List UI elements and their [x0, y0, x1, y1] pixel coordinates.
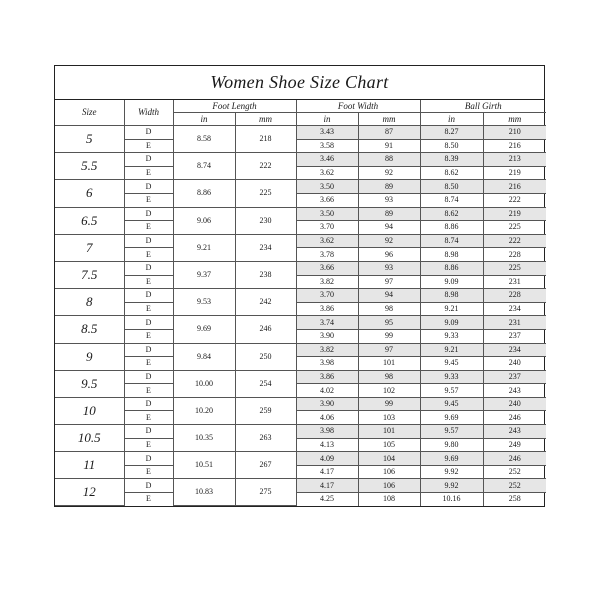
size-table	[55, 100, 546, 506]
foot-width-in-cell: 4.02	[296, 384, 358, 398]
foot-width-mm-cell: 88	[358, 153, 420, 167]
foot-width-in-cell: 3.43	[296, 126, 358, 140]
ball-girth-mm-cell: 252	[483, 465, 546, 479]
foot-width-mm-cell: 87	[358, 126, 420, 140]
header-fw-in: in	[296, 113, 358, 126]
foot-width-in-cell: 3.90	[296, 329, 358, 343]
foot-width-mm-cell: 106	[358, 465, 420, 479]
ball-girth-mm-cell: 231	[483, 316, 546, 330]
width-cell: D	[124, 207, 173, 221]
foot-length-mm-cell: 234	[235, 234, 296, 261]
foot-width-mm-cell: 108	[358, 493, 420, 506]
foot-length-in-cell: 8.58	[173, 126, 235, 153]
ball-girth-mm-cell: 219	[483, 207, 546, 221]
size-cell: 6.5	[55, 207, 124, 234]
foot-width-in-cell: 4.09	[296, 452, 358, 466]
width-cell: E	[124, 221, 173, 235]
ball-girth-in-cell: 8.50	[420, 180, 483, 194]
ball-girth-in-cell: 8.62	[420, 207, 483, 221]
header-size: Size	[55, 100, 124, 126]
header-foot-length: Foot Length	[173, 100, 296, 113]
foot-width-in-cell: 3.66	[296, 193, 358, 207]
foot-length-mm-cell: 259	[235, 397, 296, 424]
ball-girth-mm-cell: 243	[483, 384, 546, 398]
foot-length-in-cell: 10.35	[173, 425, 235, 452]
foot-width-mm-cell: 101	[358, 425, 420, 439]
table-row	[55, 126, 546, 140]
ball-girth-mm-cell: 222	[483, 193, 546, 207]
ball-girth-in-cell: 8.50	[420, 139, 483, 153]
ball-girth-in-cell: 8.62	[420, 166, 483, 180]
ball-girth-mm-cell: 243	[483, 425, 546, 439]
ball-girth-mm-cell: 249	[483, 438, 546, 452]
foot-width-in-cell: 3.82	[296, 275, 358, 289]
foot-width-in-cell: 4.13	[296, 438, 358, 452]
foot-width-mm-cell: 97	[358, 343, 420, 357]
table-row	[55, 384, 546, 398]
foot-width-in-cell: 3.74	[296, 316, 358, 330]
ball-girth-mm-cell: 240	[483, 397, 546, 411]
ball-girth-in-cell: 9.92	[420, 465, 483, 479]
size-cell: 7	[55, 234, 124, 261]
width-cell: D	[124, 452, 173, 466]
foot-width-mm-cell: 93	[358, 193, 420, 207]
width-cell: D	[124, 397, 173, 411]
size-cell: 11	[55, 452, 124, 479]
table-row	[55, 289, 546, 303]
foot-width-mm-cell: 89	[358, 180, 420, 194]
size-cell: 10.5	[55, 425, 124, 452]
header-length-mm: mm	[235, 113, 296, 126]
size-cell: 6	[55, 180, 124, 207]
foot-width-mm-cell: 98	[358, 370, 420, 384]
ball-girth-mm-cell: 216	[483, 139, 546, 153]
foot-width-mm-cell: 104	[358, 452, 420, 466]
table-row	[55, 275, 546, 289]
width-cell: D	[124, 126, 173, 140]
foot-width-mm-cell: 89	[358, 207, 420, 221]
width-cell: D	[124, 261, 173, 275]
width-cell: E	[124, 438, 173, 452]
header-length-in: in	[173, 113, 235, 126]
ball-girth-mm-cell: 231	[483, 275, 546, 289]
ball-girth-in-cell: 8.27	[420, 126, 483, 140]
ball-girth-in-cell: 9.57	[420, 425, 483, 439]
ball-girth-in-cell: 9.33	[420, 329, 483, 343]
foot-length-mm-cell: 242	[235, 289, 296, 316]
ball-girth-in-cell: 9.80	[420, 438, 483, 452]
width-cell: E	[124, 411, 173, 425]
width-cell: E	[124, 193, 173, 207]
ball-girth-in-cell: 9.09	[420, 275, 483, 289]
foot-length-in-cell: 8.74	[173, 153, 235, 180]
ball-girth-mm-cell: 258	[483, 493, 546, 506]
foot-width-in-cell: 3.98	[296, 425, 358, 439]
table-row	[55, 139, 546, 153]
width-cell: E	[124, 357, 173, 371]
foot-width-in-cell: 3.50	[296, 207, 358, 221]
ball-girth-mm-cell: 219	[483, 166, 546, 180]
foot-width-mm-cell: 94	[358, 221, 420, 235]
foot-length-mm-cell: 275	[235, 479, 296, 506]
ball-girth-mm-cell: 225	[483, 261, 546, 275]
ball-girth-in-cell: 9.21	[420, 302, 483, 316]
table-row	[55, 234, 546, 248]
size-cell: 10	[55, 397, 124, 424]
table-row	[55, 425, 546, 439]
table-row	[55, 248, 546, 262]
width-cell: E	[124, 166, 173, 180]
chart-title: Women Shoe Size Chart	[55, 66, 544, 100]
ball-girth-in-cell: 8.74	[420, 193, 483, 207]
ball-girth-in-cell: 8.86	[420, 221, 483, 235]
foot-length-mm-cell: 246	[235, 316, 296, 343]
table-row	[55, 493, 546, 506]
table-row	[55, 343, 546, 357]
ball-girth-in-cell: 9.92	[420, 479, 483, 493]
table-row	[55, 302, 546, 316]
table-row	[55, 153, 546, 167]
ball-girth-mm-cell: 237	[483, 329, 546, 343]
table-row	[55, 316, 546, 330]
ball-girth-mm-cell: 240	[483, 357, 546, 371]
width-cell: E	[124, 465, 173, 479]
foot-length-mm-cell: 267	[235, 452, 296, 479]
ball-girth-mm-cell: 228	[483, 248, 546, 262]
foot-width-mm-cell: 99	[358, 397, 420, 411]
width-cell: D	[124, 180, 173, 194]
header-foot-width: Foot Width	[296, 100, 420, 113]
foot-length-mm-cell: 263	[235, 425, 296, 452]
foot-width-mm-cell: 92	[358, 166, 420, 180]
width-cell: E	[124, 275, 173, 289]
width-cell: E	[124, 139, 173, 153]
foot-length-mm-cell: 230	[235, 207, 296, 234]
width-cell: D	[124, 479, 173, 493]
foot-width-in-cell: 3.62	[296, 166, 358, 180]
foot-length-in-cell: 9.21	[173, 234, 235, 261]
size-chart	[54, 65, 545, 507]
foot-length-mm-cell: 222	[235, 153, 296, 180]
foot-width-in-cell: 3.90	[296, 397, 358, 411]
width-cell: D	[124, 234, 173, 248]
foot-length-in-cell: 8.86	[173, 180, 235, 207]
header-ball-girth: Ball Girth	[420, 100, 546, 113]
width-cell: D	[124, 343, 173, 357]
size-cell: 5	[55, 126, 124, 153]
foot-length-mm-cell: 254	[235, 370, 296, 397]
foot-width-mm-cell: 99	[358, 329, 420, 343]
ball-girth-in-cell: 8.86	[420, 261, 483, 275]
foot-width-mm-cell: 92	[358, 234, 420, 248]
width-cell: D	[124, 370, 173, 384]
width-cell: E	[124, 493, 173, 506]
foot-width-mm-cell: 94	[358, 289, 420, 303]
foot-width-mm-cell: 93	[358, 261, 420, 275]
foot-width-in-cell: 3.82	[296, 343, 358, 357]
size-cell: 8.5	[55, 316, 124, 343]
foot-width-mm-cell: 95	[358, 316, 420, 330]
table-row	[55, 221, 546, 235]
table-row	[55, 207, 546, 221]
foot-width-mm-cell: 98	[358, 302, 420, 316]
foot-width-in-cell: 4.06	[296, 411, 358, 425]
header-bg-mm: mm	[483, 113, 546, 126]
table-row	[55, 438, 546, 452]
ball-girth-mm-cell: 237	[483, 370, 546, 384]
ball-girth-in-cell: 10.16	[420, 493, 483, 506]
table-row	[55, 452, 546, 466]
table-body	[55, 126, 546, 506]
table-row	[55, 357, 546, 371]
size-cell: 9.5	[55, 370, 124, 397]
table-row	[55, 479, 546, 493]
foot-width-in-cell: 3.86	[296, 302, 358, 316]
ball-girth-mm-cell: 234	[483, 343, 546, 357]
width-cell: E	[124, 329, 173, 343]
table-row	[55, 465, 546, 479]
ball-girth-mm-cell: 228	[483, 289, 546, 303]
foot-length-in-cell: 9.84	[173, 343, 235, 370]
width-cell: E	[124, 384, 173, 398]
foot-width-in-cell: 3.70	[296, 221, 358, 235]
table-row	[55, 329, 546, 343]
size-cell: 8	[55, 289, 124, 316]
foot-width-mm-cell: 105	[358, 438, 420, 452]
foot-width-mm-cell: 106	[358, 479, 420, 493]
foot-length-in-cell: 10.83	[173, 479, 235, 506]
foot-width-in-cell: 3.66	[296, 261, 358, 275]
ball-girth-mm-cell: 213	[483, 153, 546, 167]
width-cell: D	[124, 153, 173, 167]
header-bg-in: in	[420, 113, 483, 126]
ball-girth-mm-cell: 216	[483, 180, 546, 194]
ball-girth-in-cell: 9.45	[420, 397, 483, 411]
foot-width-mm-cell: 103	[358, 411, 420, 425]
foot-width-in-cell: 3.78	[296, 248, 358, 262]
ball-girth-in-cell: 9.69	[420, 452, 483, 466]
foot-length-in-cell: 9.69	[173, 316, 235, 343]
width-cell: E	[124, 302, 173, 316]
foot-width-mm-cell: 91	[358, 139, 420, 153]
width-cell: D	[124, 425, 173, 439]
ball-girth-mm-cell: 252	[483, 479, 546, 493]
foot-length-mm-cell: 225	[235, 180, 296, 207]
ball-girth-in-cell: 9.09	[420, 316, 483, 330]
ball-girth-in-cell: 9.33	[420, 370, 483, 384]
table-row	[55, 261, 546, 275]
foot-width-mm-cell: 96	[358, 248, 420, 262]
header-row-1	[55, 100, 546, 113]
foot-width-in-cell: 4.25	[296, 493, 358, 506]
header-fw-mm: mm	[358, 113, 420, 126]
width-cell: E	[124, 248, 173, 262]
ball-girth-in-cell: 9.57	[420, 384, 483, 398]
foot-width-in-cell: 4.17	[296, 479, 358, 493]
table-row	[55, 411, 546, 425]
foot-length-in-cell: 9.53	[173, 289, 235, 316]
foot-length-in-cell: 10.20	[173, 397, 235, 424]
ball-girth-mm-cell: 222	[483, 234, 546, 248]
ball-girth-in-cell: 9.21	[420, 343, 483, 357]
foot-length-mm-cell: 218	[235, 126, 296, 153]
foot-width-in-cell: 3.58	[296, 139, 358, 153]
foot-length-in-cell: 9.06	[173, 207, 235, 234]
ball-girth-in-cell: 8.74	[420, 234, 483, 248]
ball-girth-in-cell: 8.98	[420, 289, 483, 303]
size-cell: 7.5	[55, 261, 124, 288]
ball-girth-mm-cell: 246	[483, 411, 546, 425]
foot-length-mm-cell: 238	[235, 261, 296, 288]
header-width: Width	[124, 100, 173, 126]
ball-girth-mm-cell: 246	[483, 452, 546, 466]
foot-width-mm-cell: 102	[358, 384, 420, 398]
ball-girth-mm-cell: 225	[483, 221, 546, 235]
width-cell: D	[124, 289, 173, 303]
ball-girth-in-cell: 9.45	[420, 357, 483, 371]
foot-width-in-cell: 4.17	[296, 465, 358, 479]
foot-width-in-cell: 3.46	[296, 153, 358, 167]
table-row	[55, 166, 546, 180]
foot-length-in-cell: 9.37	[173, 261, 235, 288]
size-cell: 9	[55, 343, 124, 370]
ball-girth-in-cell: 8.39	[420, 153, 483, 167]
foot-width-in-cell: 3.62	[296, 234, 358, 248]
foot-length-in-cell: 10.51	[173, 452, 235, 479]
size-cell: 5.5	[55, 153, 124, 180]
table-row	[55, 180, 546, 194]
foot-width-mm-cell: 101	[358, 357, 420, 371]
foot-width-in-cell: 3.98	[296, 357, 358, 371]
table-row	[55, 193, 546, 207]
table-row	[55, 370, 546, 384]
foot-width-in-cell: 3.70	[296, 289, 358, 303]
foot-length-in-cell: 10.00	[173, 370, 235, 397]
ball-girth-mm-cell: 234	[483, 302, 546, 316]
foot-width-in-cell: 3.86	[296, 370, 358, 384]
foot-width-in-cell: 3.50	[296, 180, 358, 194]
table-row	[55, 397, 546, 411]
foot-length-mm-cell: 250	[235, 343, 296, 370]
ball-girth-in-cell: 8.98	[420, 248, 483, 262]
ball-girth-in-cell: 9.69	[420, 411, 483, 425]
foot-width-mm-cell: 97	[358, 275, 420, 289]
width-cell: D	[124, 316, 173, 330]
size-cell: 12	[55, 479, 124, 506]
ball-girth-mm-cell: 210	[483, 126, 546, 140]
